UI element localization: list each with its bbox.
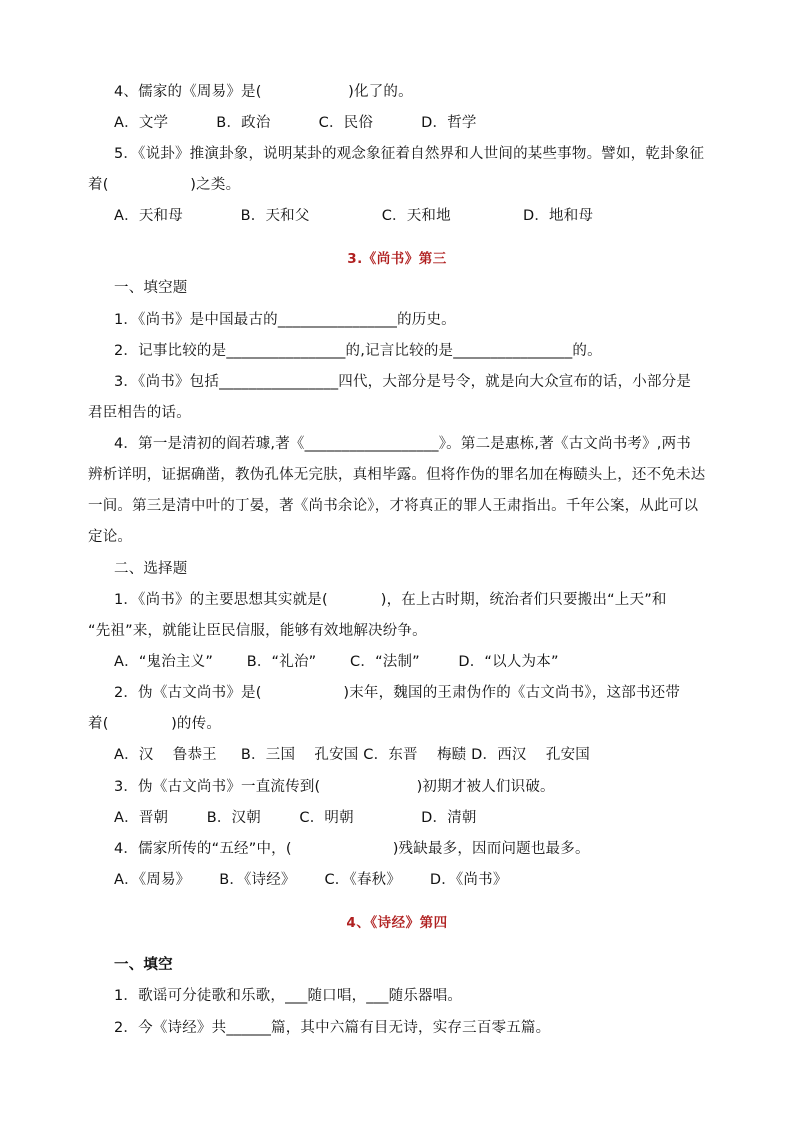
question-text: 辨析详明，证据确凿，教伪孔体无完肤，真相毕露。但将作伪的罪名加在梅赜头上，还不免未达: [88, 467, 706, 483]
section-heading: 一、填空: [114, 957, 173, 973]
question-text: 4、儒家的《周易》是( )化了的。: [114, 84, 413, 100]
answer-options: A．“鬼治主义” B．“礼治” C．“法制” D．“以人为本”: [114, 654, 559, 670]
question-text: 1．《尚书》的主要思想其实就是( )，在上古时期，统治者们只要搬出“上天”和: [114, 592, 667, 608]
question-text: 1．歌谣可分徒歌和乐歌，___随口唱，___随乐器唱。: [114, 988, 463, 1004]
chapter-title: 3.《尚书》第三: [347, 251, 447, 267]
question-text: 君臣相告的话。: [88, 405, 191, 421]
answer-options: A．天和母 B．天和父 C．天和地 D．地和母: [114, 208, 594, 224]
question-text: 定论。: [88, 529, 133, 545]
question-text: 1．《尚书》是中国最古的________________的历史。: [114, 312, 456, 328]
question-text: 2．伪《古文尚书》是( )末年，魏国的王肃伪作的《古文尚书》，这部书还带: [114, 685, 681, 701]
question-text: 3．伪《古文尚书》一直流传到( )初期才被人们识破。: [114, 779, 555, 795]
question-text: 2．今《诗经》共______篇，其中六篇有目无诗，实存三百零五篇。: [114, 1020, 551, 1036]
question-text: 着( )之类。: [88, 177, 241, 193]
question-text: 5．《说卦》推演卦象，说明某卦的观念象征着自然界和人世间的某些事物。譬如，乾卦象征: [114, 146, 705, 162]
question-text: 2．记事比较的是________________的,记言比较的是________________的。: [114, 343, 602, 359]
question-text: 着( )的传。: [88, 716, 222, 732]
question-text: 一间。第三是清中叶的丁晏，著《尚书余论》，才将真正的罪人王肃指出。千年公案，从此可以: [88, 498, 699, 514]
section-heading: 一、填空题: [114, 280, 188, 296]
section-heading: 二、选择题: [114, 561, 188, 577]
answer-options: A．《周易》 B．《诗经》 C．《春秋》 D．《尚书》: [114, 872, 508, 888]
question-text: 4．第一是清初的阎若璩,著《__________________》。第二是惠栋,著《古文尚书考》,两书: [114, 436, 691, 452]
question-text: “先祖”来，就能让臣民信服，能够有效地解决纷争。: [88, 623, 427, 639]
answer-options: A．晋朝 B．汉朝 C．明朝 D．清朝: [114, 810, 477, 826]
answer-options: A．汉 鲁恭王 B．三国 孔安国 C．东晋 梅赜 D．西汉 孔安国: [114, 747, 590, 763]
answer-options: A．文学 B．政治 C．民俗 D．哲学: [114, 115, 477, 131]
question-text: 3．《尚书》包括________________四代，大部分是号令，就是向大众宣布的话，小部分是: [114, 374, 692, 390]
question-text: 4．儒家所传的“五经”中，( )残缺最多，因而问题也最多。: [114, 841, 590, 857]
chapter-title: 4、《诗经》第四: [346, 915, 448, 931]
